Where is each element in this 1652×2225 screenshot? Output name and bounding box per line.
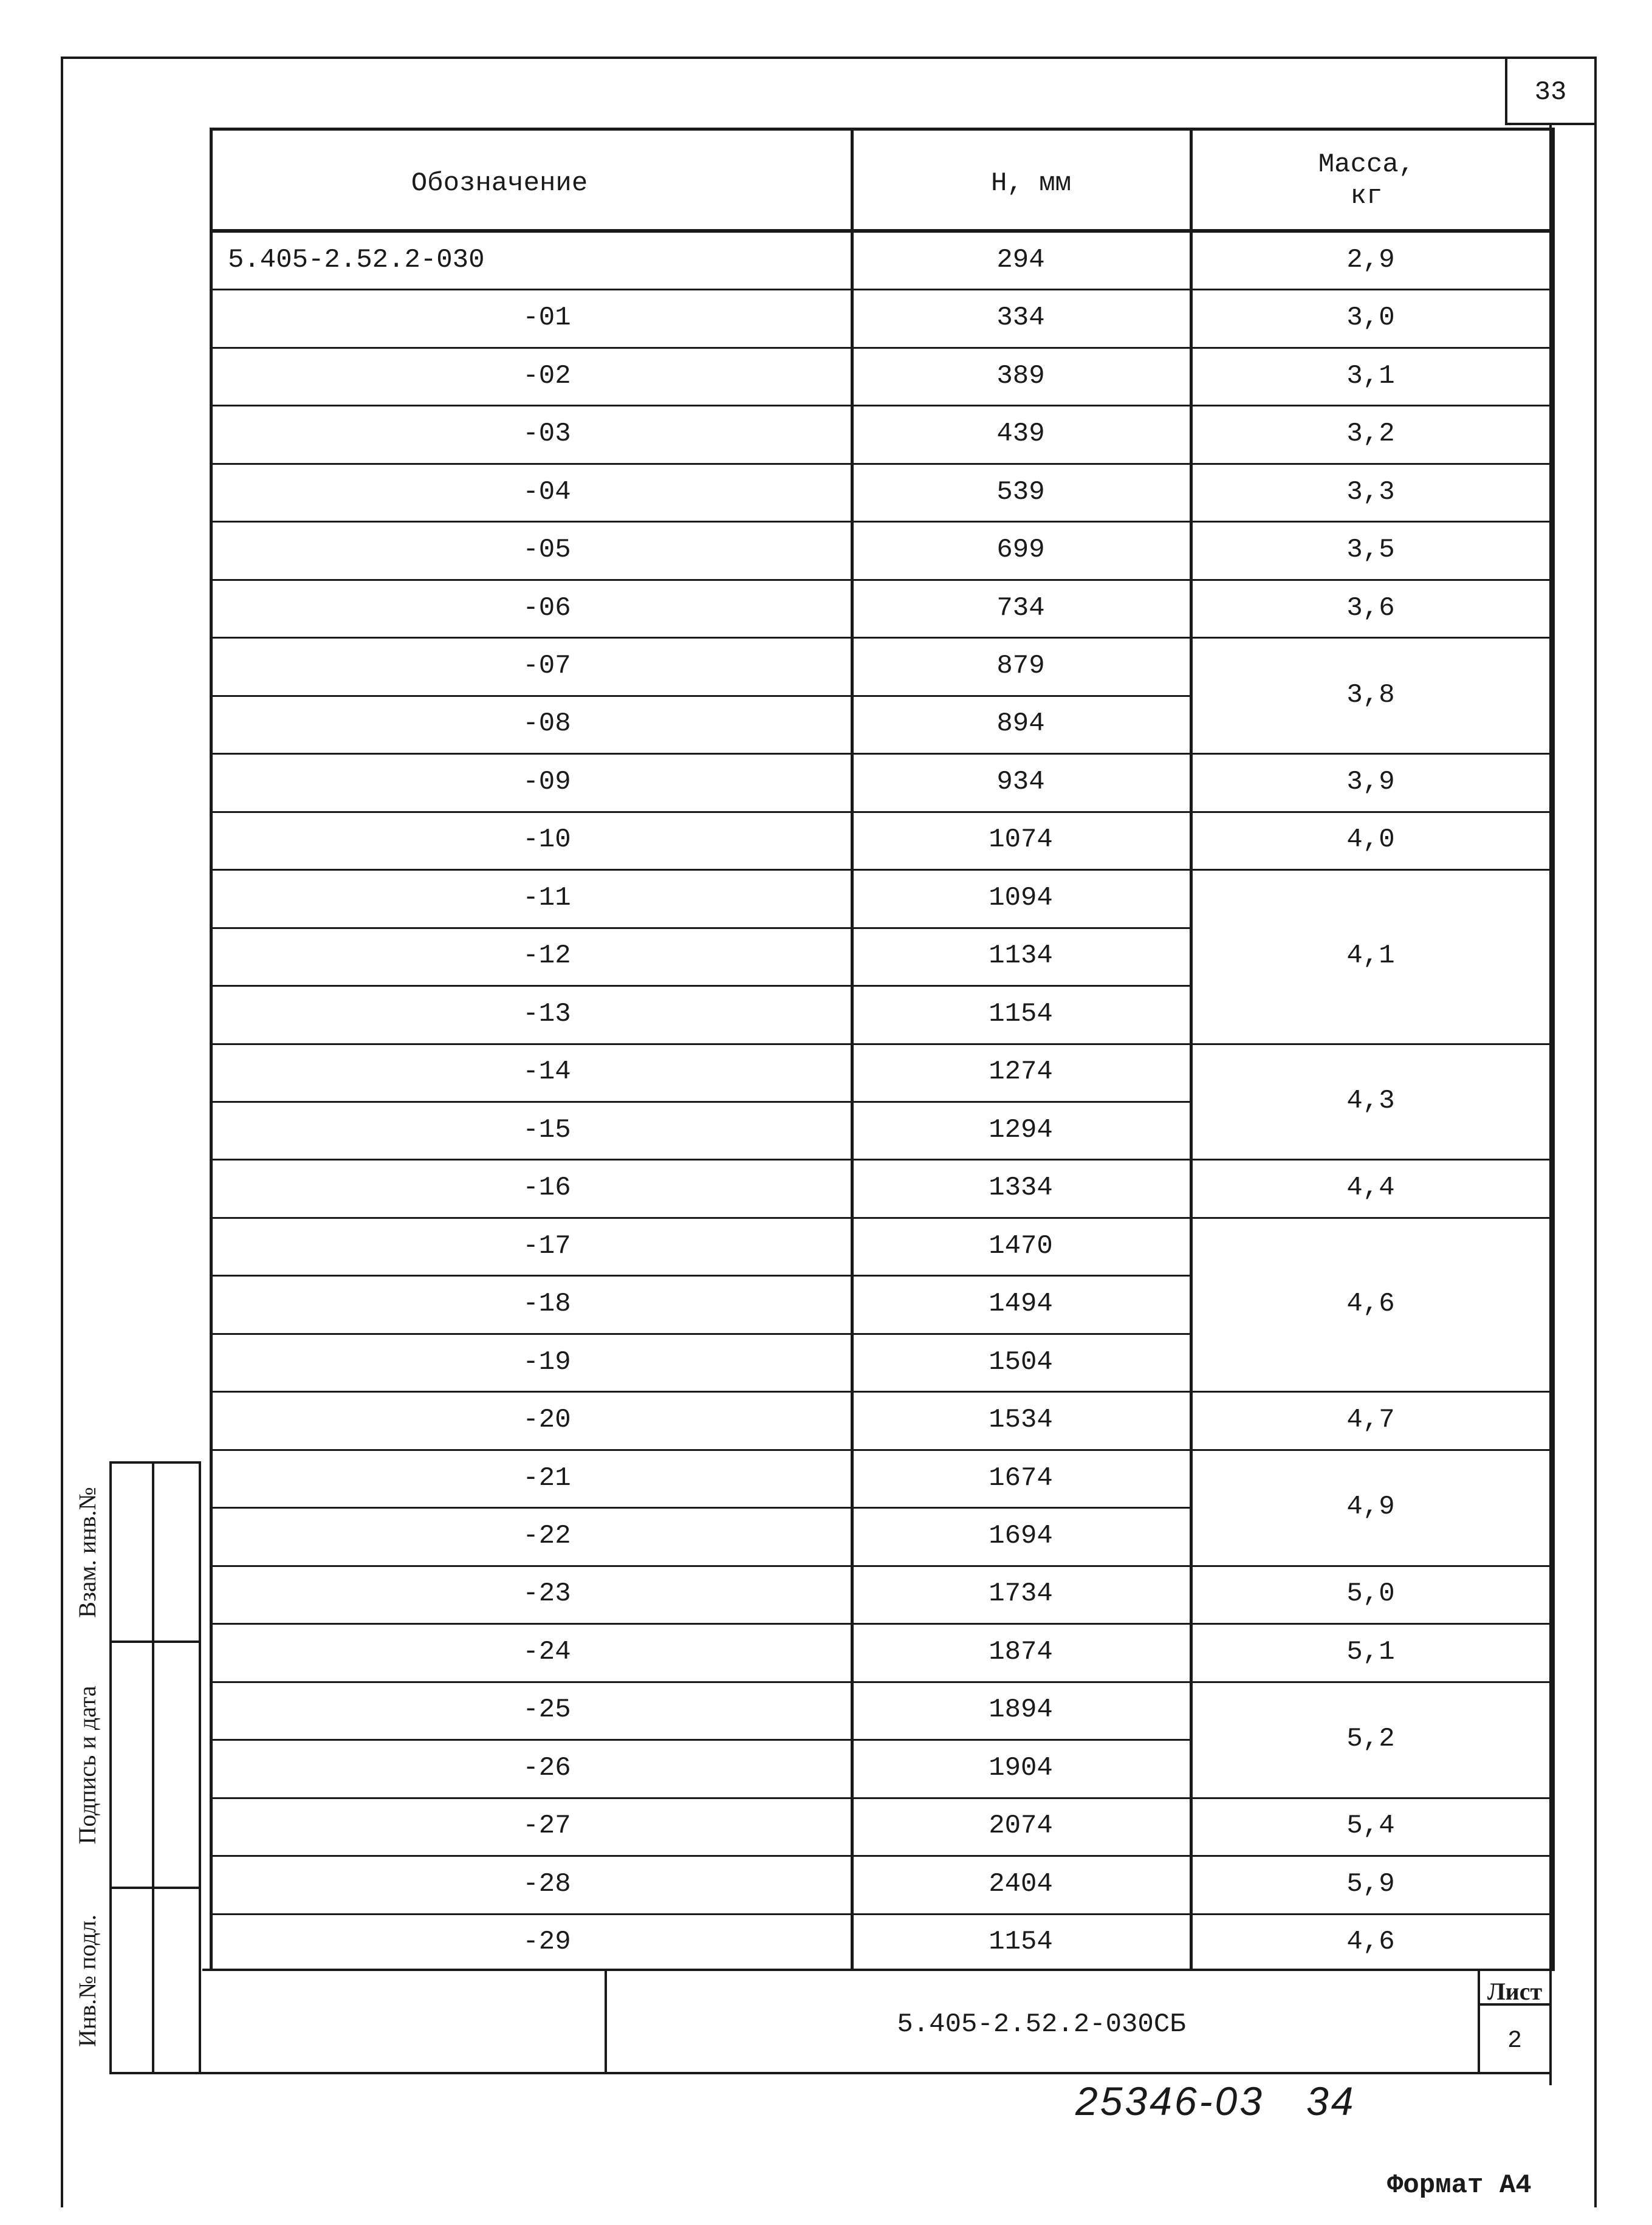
row-separator <box>210 869 1190 871</box>
table-cell-designation: -20 <box>523 1405 571 1436</box>
table-cell-height: 1134 <box>989 941 1053 972</box>
row-separator <box>210 637 1190 639</box>
row-separator <box>210 405 1190 406</box>
table-cell-designation: 5.405-2.52.2-030 <box>228 244 485 275</box>
table-cell-height: 1734 <box>989 1579 1053 1610</box>
table-cell-mass: 4,4 <box>1346 1173 1395 1204</box>
stamp-top <box>109 1461 201 1464</box>
table-cell-designation: -07 <box>523 651 571 681</box>
table-cell-height: 1334 <box>989 1173 1053 1204</box>
mass-group-separator <box>1190 405 1552 406</box>
mass-group-separator <box>1190 1449 1552 1451</box>
table-cell-mass: 3,6 <box>1346 592 1395 623</box>
title-block-divider <box>605 1969 607 2074</box>
table-cell-height: 1674 <box>989 1462 1053 1493</box>
table-cell-designation: -04 <box>523 476 571 507</box>
mass-group-separator <box>1190 869 1552 871</box>
outer-frame-top <box>61 57 1597 59</box>
table-cell-height: 699 <box>996 535 1045 566</box>
table-cell-designation: -15 <box>523 1114 571 1145</box>
mass-group-separator <box>1190 637 1552 639</box>
row-separator <box>210 1565 1190 1567</box>
row-separator <box>210 753 1190 755</box>
table-cell-height: 1074 <box>989 825 1053 855</box>
mass-group-separator <box>1190 1391 1552 1393</box>
table-cell-designation: -27 <box>523 1811 571 1842</box>
mass-group-separator <box>1190 347 1552 349</box>
row-separator <box>210 927 1190 929</box>
table-cell-designation: -29 <box>523 1927 571 1958</box>
table-cell-designation: -25 <box>523 1695 571 1726</box>
header-designation: Обозначение <box>411 168 588 199</box>
table-cell-designation: -01 <box>523 303 571 334</box>
mass-group-separator <box>1190 1217 1552 1219</box>
row-separator <box>210 521 1190 523</box>
row-separator <box>210 1913 1190 1915</box>
table-cell-mass: 5,0 <box>1346 1579 1395 1610</box>
table-cell-designation: -22 <box>523 1521 571 1551</box>
table-top <box>210 128 1554 131</box>
table-right <box>1552 128 1555 1971</box>
table-cell-height: 1874 <box>989 1636 1053 1667</box>
table-cell-designation: -03 <box>523 419 571 450</box>
table-cell-mass: 5,4 <box>1346 1811 1395 1842</box>
row-separator <box>210 1101 1190 1103</box>
table-cell-designation: -23 <box>523 1579 571 1610</box>
row-separator <box>210 1855 1190 1857</box>
mass-group-separator <box>1190 1681 1552 1683</box>
mass-group-separator <box>1190 289 1552 290</box>
table-cell-height: 2074 <box>989 1811 1053 1842</box>
table-cell-mass: 4,1 <box>1346 941 1395 972</box>
row-separator <box>210 1333 1190 1335</box>
stamp-div-2 <box>109 1887 201 1889</box>
mass-group-separator <box>1190 1159 1552 1160</box>
stamp-replace-inv: Взам. инв.№ <box>74 1487 101 1618</box>
table-cell-designation: -19 <box>523 1346 571 1377</box>
sheet-label: Лист <box>1487 1978 1543 2005</box>
table-cell-mass: 3,5 <box>1346 535 1395 566</box>
row-separator <box>210 289 1190 290</box>
table-cell-mass: 4,7 <box>1346 1405 1395 1436</box>
row-separator <box>210 985 1190 987</box>
handwritten-number: 25346-03 <box>1075 2079 1264 2124</box>
table-cell-height: 389 <box>996 360 1045 391</box>
mass-group-separator <box>1190 1043 1552 1045</box>
table-left <box>210 128 213 1971</box>
table-cell-designation: -17 <box>523 1230 571 1261</box>
table-cell-height: 539 <box>996 476 1045 507</box>
stamp-signature-date: Подпись и дата <box>74 1685 101 1845</box>
stamp-div-1 <box>109 1640 201 1643</box>
table-cell-designation: -24 <box>523 1636 571 1667</box>
table-cell-height: 1494 <box>989 1289 1053 1320</box>
row-separator <box>210 695 1190 697</box>
table-cell-height: 1294 <box>989 1114 1053 1145</box>
table-cell-height: 1904 <box>989 1752 1053 1783</box>
handwritten-page: 34 <box>1306 2079 1356 2124</box>
table-cell-mass: 5,1 <box>1346 1636 1395 1667</box>
table-cell-mass: 5,2 <box>1346 1724 1395 1755</box>
table-cell-height: 1274 <box>989 1057 1053 1088</box>
mass-group-separator <box>1190 1797 1552 1799</box>
table-cell-mass: 5,9 <box>1346 1868 1395 1899</box>
row-separator <box>210 1739 1190 1741</box>
table-cell-mass: 4,0 <box>1346 825 1395 855</box>
mass-group-separator <box>1190 521 1552 523</box>
table-cell-designation: -05 <box>523 535 571 566</box>
row-separator <box>210 1275 1190 1277</box>
column-divider-2 <box>1190 128 1193 1971</box>
table-cell-designation: -10 <box>523 825 571 855</box>
table-cell-height: 1094 <box>989 882 1053 913</box>
title-block-top <box>202 1969 1552 1971</box>
page-number: 33 <box>1534 77 1567 108</box>
table-cell-height: 734 <box>996 592 1045 623</box>
table-cell-mass: 3,1 <box>1346 360 1395 391</box>
table-cell-designation: -08 <box>523 708 571 739</box>
row-separator <box>210 1449 1190 1451</box>
table-cell-designation: -09 <box>523 766 571 797</box>
row-separator <box>210 1391 1190 1393</box>
document-code: 5.405-2.52.2-030СБ <box>897 2009 1186 2040</box>
mass-group-separator <box>1190 463 1552 465</box>
sheet-number: 2 <box>1507 2028 1523 2055</box>
table-cell-height: 1894 <box>989 1695 1053 1726</box>
table-cell-height: 439 <box>996 419 1045 450</box>
table-cell-mass: 3,9 <box>1346 766 1395 797</box>
mass-group-separator <box>1190 753 1552 755</box>
mass-group-separator <box>1190 1855 1552 1857</box>
page-number-box-left <box>1505 57 1507 125</box>
table-cell-designation: -02 <box>523 360 571 391</box>
mass-group-separator <box>1190 1623 1552 1625</box>
table-cell-designation: -18 <box>523 1289 571 1320</box>
row-separator <box>210 1043 1190 1045</box>
row-separator <box>210 1507 1190 1509</box>
table-cell-designation: -26 <box>523 1752 571 1783</box>
table-cell-designation: -28 <box>523 1868 571 1899</box>
row-separator <box>210 463 1190 465</box>
mass-group-separator <box>1190 579 1552 581</box>
table-cell-mass: 3,8 <box>1346 679 1395 710</box>
table-cell-height: 1470 <box>989 1230 1053 1261</box>
table-cell-height: 1154 <box>989 998 1053 1029</box>
stamp-inv-original: Инв.№ подл. <box>74 1915 101 2047</box>
header-height: H, мм <box>990 168 1072 199</box>
table-cell-mass: 3,0 <box>1346 303 1395 334</box>
table-cell-height: 334 <box>996 303 1045 334</box>
table-cell-height: 294 <box>996 244 1045 275</box>
row-separator <box>210 1681 1190 1683</box>
table-cell-height: 1504 <box>989 1346 1053 1377</box>
mass-group-separator <box>1190 1565 1552 1567</box>
table-cell-designation: -06 <box>523 592 571 623</box>
outer-frame-left <box>61 57 63 2207</box>
table-cell-height: 2404 <box>989 1868 1053 1899</box>
title-block-bottom <box>109 2072 1552 2074</box>
row-separator <box>210 1159 1190 1160</box>
table-cell-mass: 2,9 <box>1346 244 1395 275</box>
table-cell-designation: -16 <box>523 1173 571 1204</box>
table-cell-mass: 4,6 <box>1346 1289 1395 1320</box>
row-separator <box>210 579 1190 581</box>
table-cell-height: 1534 <box>989 1405 1053 1436</box>
mass-group-separator <box>1190 1913 1552 1915</box>
table-cell-height: 879 <box>996 651 1045 681</box>
row-separator <box>210 1217 1190 1219</box>
row-separator <box>210 811 1190 813</box>
row-separator <box>210 347 1190 349</box>
stamp-left <box>109 1461 112 2074</box>
table-cell-height: 894 <box>996 708 1045 739</box>
row-separator <box>210 1623 1190 1625</box>
outer-frame-right <box>1594 57 1597 2207</box>
table-cell-designation: -14 <box>523 1057 571 1088</box>
table-cell-height: 1154 <box>989 1927 1053 1958</box>
table-cell-designation: -11 <box>523 882 571 913</box>
stamp-mid <box>152 1461 154 2074</box>
header-mass: Масса, кг <box>1318 149 1415 211</box>
table-cell-mass: 3,2 <box>1346 419 1395 450</box>
table-cell-designation: -21 <box>523 1462 571 1493</box>
header-bottom <box>210 229 1554 233</box>
table-cell-mass: 4,6 <box>1346 1927 1395 1958</box>
table-cell-mass: 3,3 <box>1346 476 1395 507</box>
sheet-box-left <box>1478 1969 1480 2074</box>
table-cell-height: 934 <box>996 766 1045 797</box>
stamp-right <box>199 1461 201 2074</box>
table-cell-designation: -13 <box>523 998 571 1029</box>
table-cell-mass: 4,3 <box>1346 1086 1395 1116</box>
table-cell-height: 1694 <box>989 1521 1053 1551</box>
table-cell-designation: -12 <box>523 941 571 972</box>
table-cell-mass: 4,9 <box>1346 1492 1395 1523</box>
row-separator <box>210 1797 1190 1799</box>
format-label: Формат А4 <box>1387 2170 1532 2201</box>
column-divider-1 <box>851 128 854 1971</box>
mass-group-separator <box>1190 811 1552 813</box>
